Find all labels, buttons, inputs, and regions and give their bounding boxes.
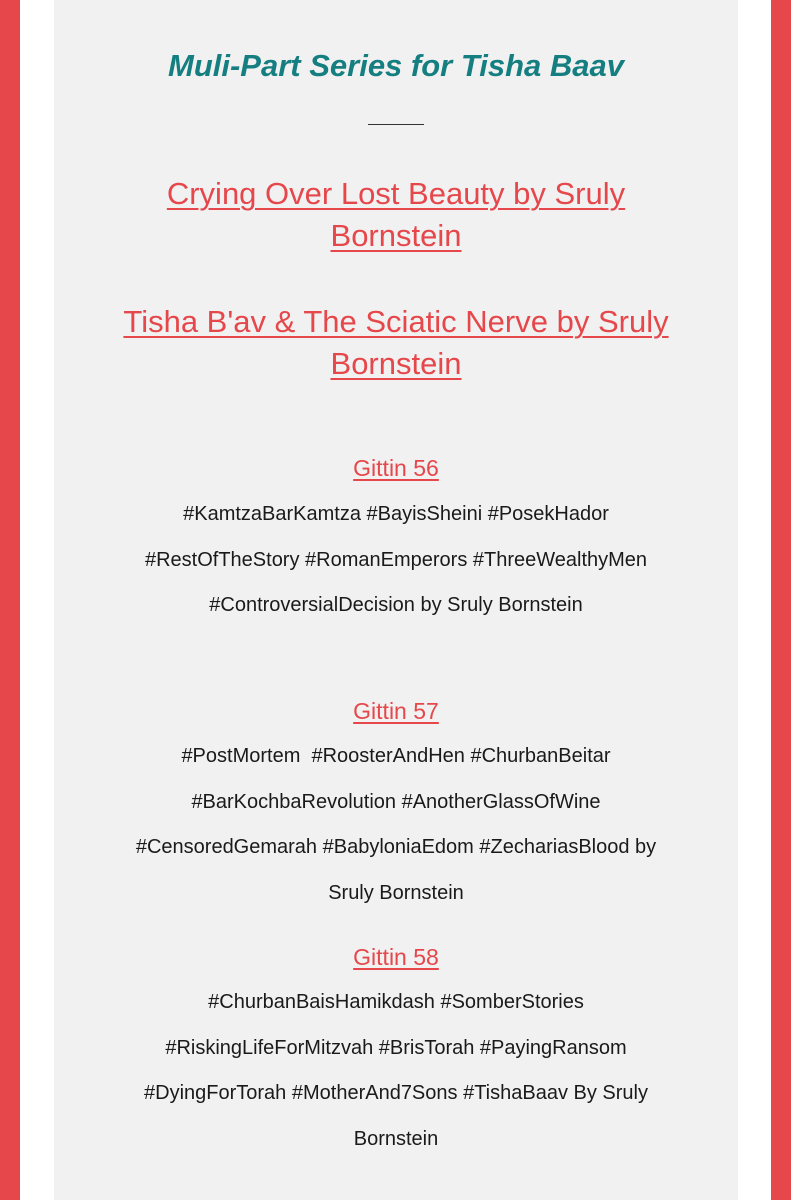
- hashtag-line: #PostMortem #RoosterAndHen #ChurbanBeitar: [181, 745, 611, 767]
- left-red-border: [0, 0, 20, 1200]
- hashtag-line: Sruly Bornstein: [328, 881, 464, 904]
- gittin-57-hashtags: [54, 734, 738, 916]
- gittin-57-link[interactable]: Gittin 57: [353, 698, 439, 724]
- hashtag-line: #ControversialDecision by Sruly Bornstein: [209, 594, 583, 616]
- gittin-58-link[interactable]: Gittin 58: [353, 944, 439, 970]
- right-red-border: [771, 0, 791, 1200]
- gittin-56-link[interactable]: Gittin 56: [353, 455, 439, 481]
- hashtag-line: #RestOfTheStory #RomanEmperors #ThreeWealthyMen: [144, 548, 648, 571]
- hashtag-line: #RiskingLifeForMitzvah #BrisTorah #PayingRansom: [165, 1036, 627, 1059]
- gittin-58-hashtags: [54, 980, 738, 1162]
- link-line: Tisha B'av & The Sciatic Nerve by Sruly: [123, 304, 669, 339]
- right-white-margin: [738, 0, 771, 1200]
- link-line: Bornstein: [330, 218, 462, 253]
- title-divider: [368, 124, 424, 125]
- hashtag-line: #ChurbanBaisHamikdash #SomberStories: [208, 991, 584, 1013]
- link-line: Bornstein: [330, 346, 462, 381]
- gittin-56-hashtags: [54, 492, 738, 629]
- page-title: Muli-Part Series for Tisha Baav: [168, 48, 624, 83]
- left-white-margin: [20, 0, 54, 1200]
- hashtag-line: #CensoredGemarah #BabyloniaEdom #ZechariasBlood by: [135, 836, 657, 858]
- hashtag-line: #KamtzaBarKamtza #BayisSheini #PosekHador: [183, 503, 609, 525]
- hashtag-line: Bornstein: [353, 1127, 439, 1150]
- link-line: Crying Over Lost Beauty by Sruly: [166, 176, 626, 211]
- hashtag-line: #DyingForTorah #MotherAnd7Sons #TishaBaav By Sruly: [144, 1082, 648, 1104]
- article-body: [54, 0, 738, 1200]
- hashtag-line: #BarKochbaRevolution #AnotherGlassOfWine: [191, 790, 601, 813]
- crying-over-lost-beauty-link[interactable]: [64, 173, 728, 257]
- sciatic-nerve-link[interactable]: [64, 301, 728, 385]
